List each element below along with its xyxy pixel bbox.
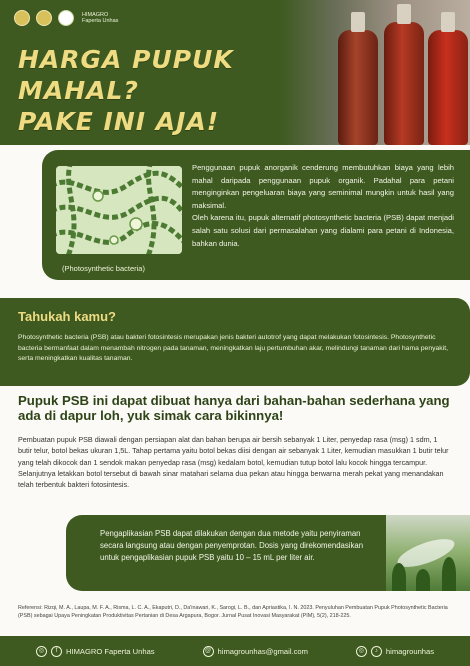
footer bbox=[0, 636, 470, 666]
fact-text: Photosynthetic bacteria (PSB) atau bakteri fotosintesis merupakan jenis bakteri autotrof yang dapat melakukan fotosintesis. Photosynthetic bacteria bermanfaat dalam menambah nitrogen pada tanaman, meningkatkan laju pertumbuhan akar, melindungi tanaman dari hama penyakit, serta meningkatkan kualitas tanaman. bbox=[18, 334, 448, 362]
intro-paragraph-1: Penggunaan pupuk anorganik cenderung membutuhkan biaya yang lebih mahal daripada penggunaan pupuk organik. Padahal para petani menginginkan pengeluaran biaya yang seminimal mungkin untuk hasil yang maksimal. bbox=[192, 163, 454, 210]
footer-email-label: himagrounhas@gmail.com bbox=[217, 646, 308, 656]
psb-instructions: Pembuatan pupuk PSB diawali dengan persiapan alat dan bahan berupa air bersih sebanyak 1 Liter, penyedap rasa (msg) 1 sdm, 1 butir telur, botol bekas ukuran 1,5L. Tahap pertama yaitu botol bekas diisi dengan air sebanyak 1 Liter, kemudian masukkan 1 butir telur yang telah dikocok dan 1 sendok makan penyedap rasa (msg) kedalam botol, kemudian tutup botol lalu kocok hingga tercampur. Selanjutnya letakkan botol tersebut di bawah sinar matahari selama dua pekan atau hingga berwarna merah pekat yang menandakan telah terbentuk bakteri fotosintesis. bbox=[18, 435, 449, 490]
image-caption: (Photosynthetic bacteria) bbox=[62, 264, 145, 273]
page-title bbox=[18, 44, 318, 137]
red-bottle-image bbox=[384, 22, 424, 145]
tiktok-icon: ♪ bbox=[371, 646, 382, 657]
org-name: HIMAGRO Faperta Unhas bbox=[82, 12, 119, 24]
university-logo-icon bbox=[14, 10, 30, 26]
footer-handle[interactable] bbox=[356, 646, 434, 657]
intro-paragraph-2: Oleh karena itu, pupuk alternatif photosynthetic bacteria (PSB) dapat menjadi salah satu solusi dari permasalahan yang dialami para petani di Indonesia, bahkan dunia. bbox=[192, 213, 454, 248]
title-line-2: PAKE INI AJA! bbox=[18, 107, 220, 136]
footer-email[interactable] bbox=[203, 646, 308, 657]
red-bottle-image bbox=[428, 30, 468, 145]
faculty-logo-icon bbox=[36, 10, 52, 26]
plant-shape bbox=[416, 569, 430, 591]
fact-heading: Tahukah kamu? bbox=[18, 309, 117, 324]
instagram-icon: ◎ bbox=[356, 646, 367, 657]
spraying-photo bbox=[386, 515, 470, 591]
email-icon: @ bbox=[203, 646, 214, 657]
plant-shape bbox=[442, 557, 456, 591]
bacteria-photo bbox=[56, 166, 182, 254]
reference-text: Referensi: Rizqi, M. A., Laupa, M. F. A., Risma, L. C. A., Ekaputri, D., Da'inawari, K., Sarogi, L. B., dan Apriastika, I. N. 2023. Penyuluhan Pembuatan Pupuk Photosynthetic Bacteria (PSB) sebagai Upaya Peningkatan Produktivitas Pertanian di Desa Argapura, Bogor. Jurnal Pusat Inovasi Masyarakat (PIM), 5(2), 218-225. bbox=[18, 605, 448, 619]
himagro-logo-icon bbox=[58, 10, 74, 26]
bacteria-illustration bbox=[56, 166, 182, 254]
psb-heading: Pupuk PSB ini dapat dibuat hanya dari bahan-bahan sederhana yang ada di dapur loh, yuk simak cara bikinnya! bbox=[18, 393, 450, 423]
logo-group bbox=[14, 10, 122, 26]
instagram-icon: ◎ bbox=[36, 646, 47, 657]
plant-shape bbox=[392, 563, 406, 591]
footer-social[interactable] bbox=[36, 646, 155, 657]
red-bottle-image bbox=[338, 30, 378, 145]
footer-social-label: HIMAGRO Faperta Unhas bbox=[65, 646, 155, 656]
intro-text bbox=[192, 162, 454, 250]
footer-handle-label: himagrounhas bbox=[385, 646, 435, 656]
facebook-icon: f bbox=[51, 646, 62, 657]
title-line-1: HARGA PUPUK MAHAL? bbox=[18, 45, 234, 105]
application-text: Pengaplikasian PSB dapat dilakukan dengan dua metode yaitu penyiraman secara langsung atau dengan penyemprotan. Dosis yang direkomendasikan untuk pengaplikasian pupuk PSB yaitu 10 – 15 mL per liter air. bbox=[100, 529, 364, 562]
